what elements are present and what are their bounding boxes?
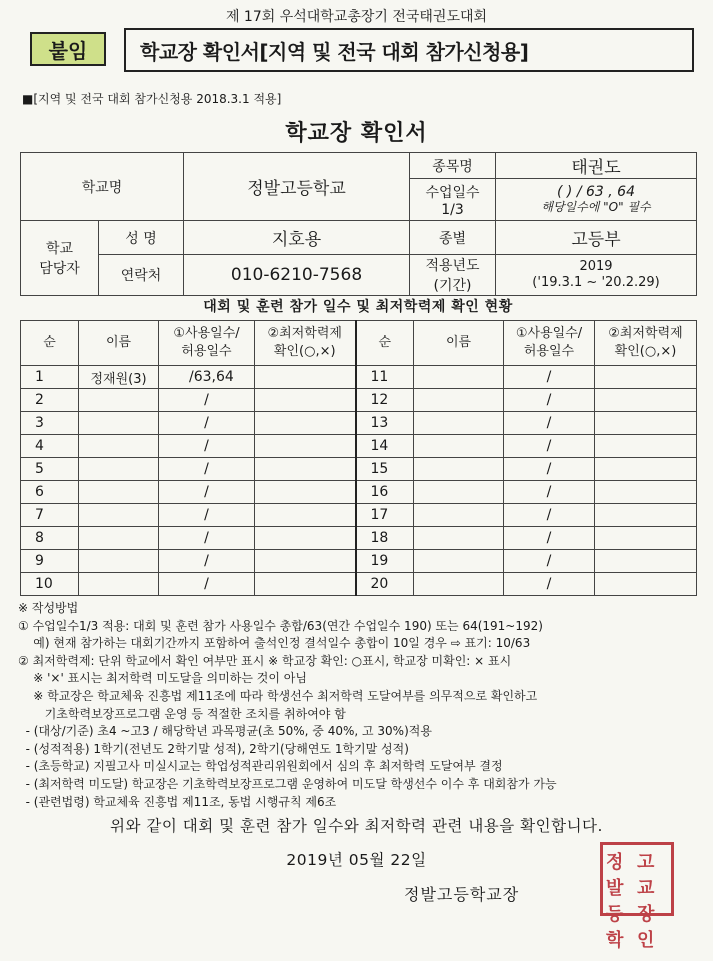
official-seal-stamp [600,842,674,951]
header-min [595,321,697,366]
seal-char: 장인 [637,904,655,951]
days-ratio: /63,64 [159,366,255,389]
student-name [79,458,159,481]
class-days-hint: 해당일수에 "O" 필수 [541,199,651,214]
days-ratio: / [504,527,595,550]
event-label: 종목명 [410,153,496,179]
min-academic-check [595,389,697,412]
days-ratio: / [159,504,255,527]
header-days [504,321,595,366]
student-name [79,527,159,550]
student-name: 정재원(3) [79,366,159,389]
seal-char: 고교 [637,852,655,899]
school-name: 정발고등학교 [184,153,410,221]
student-name [414,527,504,550]
table-row [21,435,697,458]
min-academic-check [595,527,697,550]
days-ratio: / [159,458,255,481]
header-days [159,321,255,366]
header-min [255,321,356,366]
table-row [21,504,697,527]
class-days-label [410,179,496,221]
table-row [21,458,697,481]
student-name [79,481,159,504]
days-ratio: / [159,481,255,504]
status-title: 대회 및 훈련 참가 일수 및 최저학력제 확인 현황 [203,299,513,315]
row-number: 12 [356,389,414,412]
student-name [414,573,504,596]
row-number: 8 [21,527,79,550]
days-ratio: / [159,412,255,435]
seal-char: 정발 [606,852,624,899]
instruction-line: - (관련법령) 학교체육 진흥법 제11조, 동법 시행규칙 제6조 [18,794,337,809]
table-row [21,573,697,596]
instruction-line: ※ '×' 표시는 최저학력 미도달을 의미하는 것이 아님 [18,671,307,686]
contact-label-2: 담당자 [39,261,80,277]
name-label: 성 명 [99,221,184,255]
row-number: 7 [21,504,79,527]
instruction-line: - (대상/기준) 초4 ~고3 / 해당학년 과목평균(초 50%, 중 40%, 고 30%)적용 [18,724,432,739]
name-value: 지호용 [184,221,410,255]
header-min-1: ②최저학력제 [267,326,342,341]
days-ratio: / [504,389,595,412]
days-ratio: / [159,527,255,550]
issue-date: 2019년 05월 22일 [286,851,427,869]
row-number: 13 [356,412,414,435]
table-row [21,389,697,412]
period-label-2: (기간) [433,278,472,294]
student-name [79,550,159,573]
class-days-label-text: 수업일수 [425,184,480,201]
row-number: 19 [356,550,414,573]
min-academic-check [595,412,697,435]
min-academic-check [255,412,356,435]
division-label: 종별 [410,221,496,255]
row-number: 15 [356,458,414,481]
school-label: 학교명 [21,153,184,221]
min-academic-check [255,435,356,458]
min-academic-check [595,550,697,573]
header-days-1: ①사용일수/ [515,326,583,341]
days-ratio: / [159,550,255,573]
student-name [414,481,504,504]
table-row [21,481,697,504]
version-note: ■[지역 및 전국 대회 참가신청용 2018.3.1 적용] [22,92,282,106]
row-number: 11 [356,366,414,389]
header-no: 순 [356,321,414,366]
student-name [79,412,159,435]
roster-table [20,320,697,596]
days-ratio: / [504,550,595,573]
contact-label [21,221,99,296]
confirm-statement: 위와 같이 대회 및 훈련 참가 일수와 최저학력 관련 내용을 확인합니다. [110,817,603,835]
event-value: 태권도 [496,153,697,179]
min-academic-check [595,435,697,458]
row-number: 4 [21,435,79,458]
min-academic-check [255,366,356,389]
instruction-line: 예) 현재 참가하는 대회기간까지 포함하여 출석인정 결석일수 총합이 10일 경우 ⇨ 표기: 10/63 [18,636,531,651]
days-ratio: / [159,435,255,458]
row-number: 2 [21,389,79,412]
header-min-2: 확인(○,×) [273,344,336,359]
student-name [414,550,504,573]
min-academic-check [595,458,697,481]
period-range: ('19.3.1 ~ '20.2.29) [532,275,660,290]
header-min-2: 확인(○,×) [614,344,677,359]
row-number: 20 [356,573,414,596]
row-number: 16 [356,481,414,504]
class-days-value: ( ) / 63 , 64 [557,183,635,200]
instructions [18,600,698,811]
header-days-2: 허용일수 [181,344,232,359]
student-name [79,435,159,458]
header-name: 이름 [414,321,504,366]
header-no: 순 [21,321,79,366]
instruction-line: ※ 작성방법 [18,601,79,615]
row-number: 14 [356,435,414,458]
student-name [79,389,159,412]
row-number: 9 [21,550,79,573]
header-min-1: ②최저학력제 [608,326,683,341]
row-number: 17 [356,504,414,527]
student-name [414,504,504,527]
appendix-badge: 붙임 [30,32,106,66]
days-ratio: / [504,573,595,596]
instruction-line: 기초학력보장프로그램 운영 등 적절한 조치를 취하여야 함 [18,706,346,721]
class-days-ratio: 1/3 [441,201,464,218]
days-ratio: / [159,573,255,596]
min-academic-check [255,481,356,504]
row-number: 1 [21,366,79,389]
instruction-line: - (초등학교) 지필고사 미실시교는 학업성적관리위원회에서 심의 후 최저학력 도달여부 결정 [18,759,503,774]
instruction-line: - (최저학력 미도달) 학교장은 기초학력보장프로그램 운영하여 미도달 학생선수 이수 후 대회참가 가능 [18,776,557,791]
student-name [414,389,504,412]
min-academic-check [595,481,697,504]
seal-char: 등학 [606,904,624,951]
min-academic-check [595,573,697,596]
min-academic-check [255,458,356,481]
period-label-1: 적용년도 [425,258,480,274]
division-value: 고등부 [496,221,697,255]
form-name: 학교장 확인서[지역 및 전국 대회 참가신청용] [124,28,694,72]
min-academic-check [255,527,356,550]
student-name [414,435,504,458]
row-number: 3 [21,412,79,435]
instruction-line: ② 최저학력제: 단위 학교에서 확인 여부만 표시 ※ 학교장 확인: ○표시, 학교장 미확인: × 표시 [18,653,512,668]
class-days-cell [496,179,697,221]
table-row [21,412,697,435]
row-number: 10 [21,573,79,596]
instruction-line: ※ 학교장은 학교체육 진흥법 제11조에 따라 학생선수 최저학력 도달여부를 의무적으로 확인하고 [18,688,538,703]
student-name [414,366,504,389]
min-academic-check [595,504,697,527]
days-ratio: / [159,389,255,412]
student-name [414,412,504,435]
principal-name: 정발고등학교장 [404,885,520,904]
info-table [20,152,697,296]
table-row [21,527,697,550]
table-row [21,366,697,389]
days-ratio: / [504,458,595,481]
period-cell [496,255,697,296]
student-name [79,504,159,527]
phone-label: 연락처 [99,255,184,296]
period-label [410,255,496,296]
student-name [414,458,504,481]
days-ratio: / [504,366,595,389]
phone-value: 010-6210-7568 [184,255,410,296]
student-name [79,573,159,596]
min-academic-check [255,504,356,527]
days-ratio: / [504,481,595,504]
min-academic-check [255,573,356,596]
instruction-line: - (성적적용) 1학기(전년도 2학기말 성적), 2학기(당해연도 1학기말 성적) [18,741,409,756]
days-ratio: / [504,412,595,435]
table-row [21,550,697,573]
contact-label-1: 학교 [45,241,74,257]
header-days-2: 허용일수 [523,344,575,359]
min-academic-check [255,389,356,412]
instruction-line: ① 수업일수1/3 적용: 대회 및 훈련 참가 사용일수 총합/63(연간 수업일수 190) 또는 64(191~192) [18,618,543,633]
row-number: 5 [21,458,79,481]
days-ratio: / [504,504,595,527]
min-academic-check [255,550,356,573]
days-ratio: / [504,435,595,458]
min-academic-check [595,366,697,389]
header-days-1: ①사용일수/ [173,326,240,341]
event-title: 제 17회 우석대학교총장기 전국태권도대회 [225,9,488,25]
row-number: 18 [356,527,414,550]
header-name: 이름 [79,321,159,366]
period-year: 2019 [579,259,613,274]
page-title: 학교장 확인서 [285,121,428,146]
row-number: 6 [21,481,79,504]
